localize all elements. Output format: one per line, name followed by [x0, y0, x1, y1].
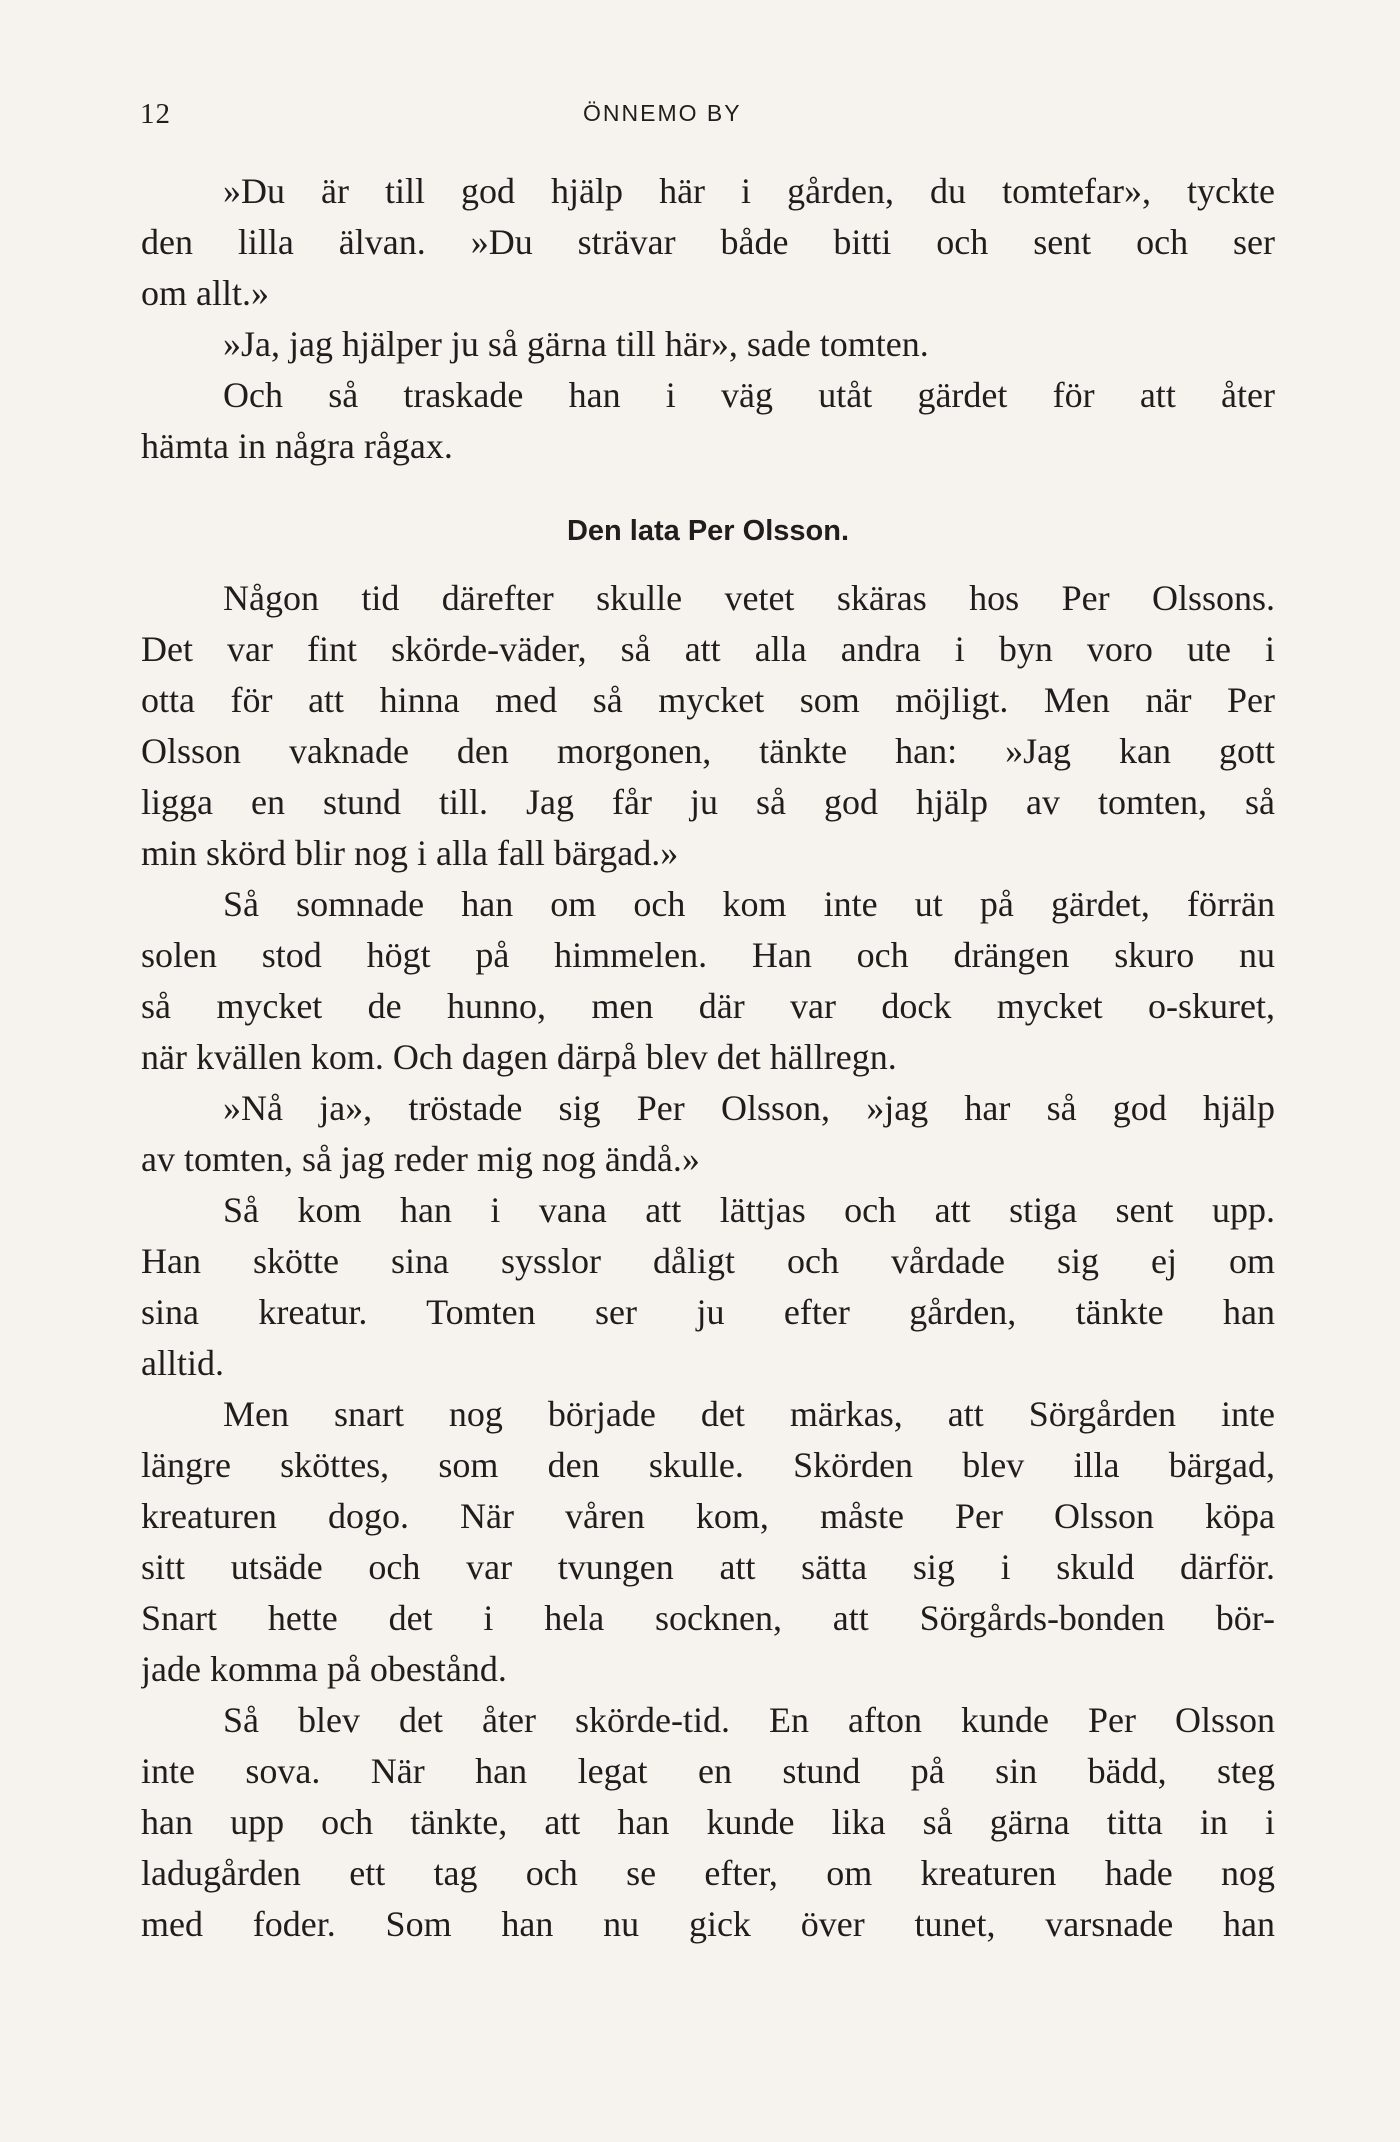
text-line: Han skötte sina sysslor dåligt och vårdade sig ej om — [141, 1241, 1275, 1281]
text-line: ligga en stund till. Jag får ju så god hjälp av tomten, så — [141, 782, 1275, 822]
text-line: Men snart nog började det märkas, att Sörgården inte — [223, 1394, 1275, 1434]
text-line: alltid. — [141, 1343, 224, 1383]
text-line: kreaturen dogo. När våren kom, måste Per Olsson köpa — [141, 1496, 1275, 1536]
page-number: 12 — [140, 98, 171, 130]
text-line: Snart hette det i hela socknen, att Sörgårds-bonden bör- — [141, 1598, 1275, 1638]
text-line: Så kom han i vana att lättjas och att stiga sent upp. — [223, 1190, 1275, 1230]
text-line: hämta in några rågax. — [141, 426, 453, 466]
page-body — [141, 166, 1275, 1950]
text-line: inte sova. När han legat en stund på sin bädd, steg — [141, 1751, 1275, 1791]
text-line: sitt utsäde och var tvungen att sätta sig i skuld därför. — [141, 1547, 1275, 1587]
text-line: så mycket de hunno, men där var dock mycket o-skuret, — [141, 986, 1275, 1026]
text-line: min skörd blir nog i alla fall bärgad.» — [141, 833, 679, 873]
text-line: längre sköttes, som den skulle. Skörden blev illa bärgad, — [141, 1445, 1275, 1485]
text-line: av tomten, så jag reder mig nog ändå.» — [141, 1139, 700, 1179]
text-line: Någon tid därefter skulle vetet skäras hos Per Olssons. — [223, 578, 1275, 618]
text-line: otta för att hinna med så mycket som möjligt. Men när Per — [141, 680, 1275, 720]
text-line: Det var fint skörde-väder, så att alla andra i byn voro ute i — [141, 629, 1275, 669]
text-line: Så blev det åter skörde-tid. En afton kunde Per Olsson — [223, 1700, 1275, 1740]
running-head — [0, 98, 1400, 132]
text-line: Olsson vaknade den morgonen, tänkte han: »Jag kan gott — [141, 731, 1275, 771]
text-line: solen stod högt på himmelen. Han och drängen skuro nu — [141, 935, 1275, 975]
section-heading: Den lata Per Olsson. — [566, 515, 850, 547]
text-line: ladugården ett tag och se efter, om kreaturen hade nog — [141, 1853, 1275, 1893]
text-line: med foder. Som han nu gick över tunet, varsnade han — [141, 1904, 1275, 1944]
text-line: Så somnade han om och kom inte ut på gärdet, förrän — [223, 884, 1275, 924]
running-title: ÖNNEMO BY — [583, 100, 742, 126]
text-line: om allt.» — [141, 273, 269, 313]
text-line: Och så traskade han i väg utåt gärdet för att åter — [223, 375, 1275, 415]
text-line: »Nå ja», tröstade sig Per Olsson, »jag har så god hjälp — [223, 1088, 1275, 1128]
text-line: jade komma på obestånd. — [141, 1649, 507, 1689]
text-line: »Ja, jag hjälper ju så gärna till här», sade tomten. — [223, 324, 929, 364]
text-line: den lilla älvan. »Du strävar både bitti och sent och ser — [141, 222, 1275, 262]
text-line: »Du är till god hjälp här i gården, du tomtefar», tyckte — [223, 171, 1275, 211]
text-line: han upp och tänkte, att han kunde lika så gärna titta in i — [141, 1802, 1275, 1842]
text-line: när kvällen kom. Och dagen därpå blev det hällregn. — [141, 1037, 897, 1077]
text-line: sina kreatur. Tomten ser ju efter gården, tänkte han — [141, 1292, 1275, 1332]
